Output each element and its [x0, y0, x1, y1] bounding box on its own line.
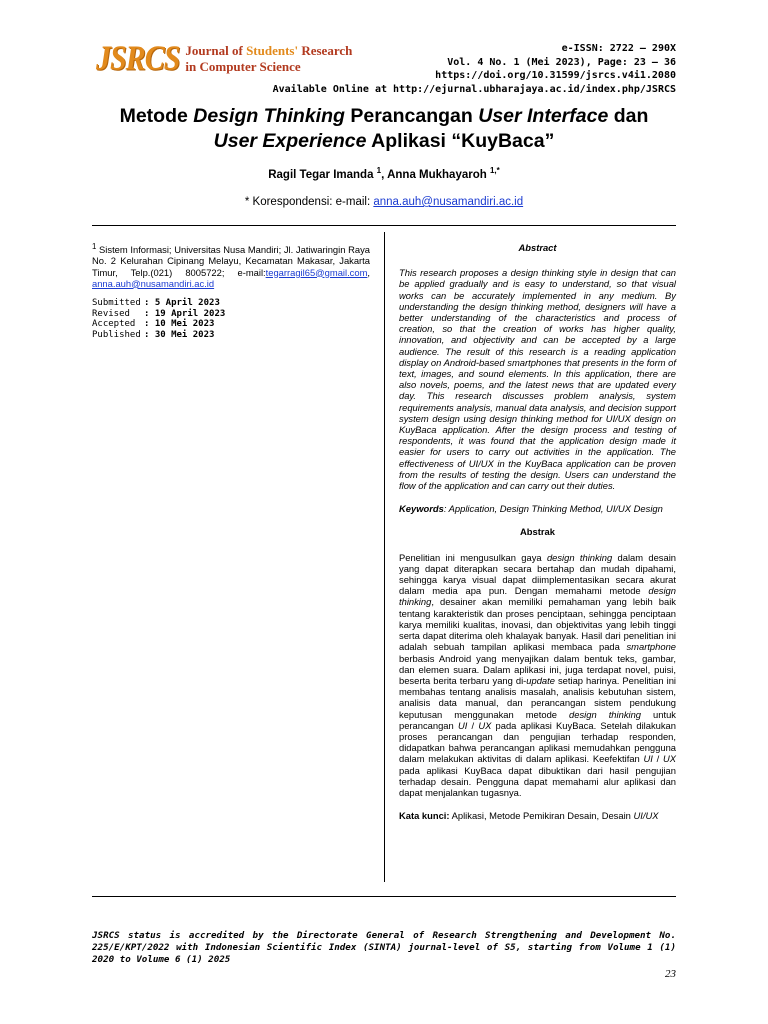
correspondence-email-link[interactable]: anna.auh@nusamandiri.ac.id [373, 196, 524, 208]
title-part: Perancangan [344, 105, 479, 127]
date-value: : 19 April 2023 [144, 308, 226, 319]
affiliation-email-2-link[interactable]: anna.auh@nusamandiri.ac.id [92, 277, 215, 289]
affiliation-email-1-link[interactable]: tegarragil65@gmail.com [265, 266, 368, 278]
abstrak-heading: Abstrak [520, 526, 555, 538]
abstrak-seg-italic: UI [457, 719, 468, 731]
date-value: : 5 April 2023 [144, 298, 220, 308]
abstrak-seg: pada aplikasi KuyBaca dapat dibuktikan dari hasil pengujian terhadap desain. Pengguna dapat memahami alur aplikasi dan dapat menjalankan tugasnya. [399, 764, 676, 798]
abstrak-seg-italic: design thinking [569, 708, 642, 720]
abstrak-seg-italic: UX [662, 753, 676, 765]
page-number: 23 [665, 968, 676, 980]
article-dates [92, 298, 225, 341]
journal-meta [273, 42, 676, 96]
date-row-submitted [92, 298, 225, 309]
author-2-affil: 1,* [489, 166, 500, 175]
abstrak-seg-italic: design thinking [399, 585, 676, 608]
date-label: Accepted [92, 319, 136, 330]
date-row-published [92, 330, 225, 341]
eissn: e-ISSN: 2722 – 290X [561, 43, 676, 54]
abstract-heading: Abstract [518, 242, 557, 253]
kata-kunci [399, 810, 676, 821]
top-divider [92, 225, 676, 226]
date-label: Submitted [92, 298, 141, 308]
kata-kunci-text: Aplikasi, Metode Pemikiran Desain, Desain [449, 810, 634, 822]
abstrak-seg-italic: smartphone [626, 641, 676, 653]
keywords-label: Keywords [399, 503, 444, 515]
correspondence [60, 196, 708, 208]
bottom-divider [92, 896, 676, 897]
date-row-accepted [92, 319, 225, 330]
logo-line-1-a: Journal of [185, 43, 247, 58]
abstrak-seg: dalam desain yang dapat diterapkan secara bertahap dan mudah dipahami, sehingga karya visual dapat diimplementasikan secara akurat dalam media apa pun. Dengan memahami metode [399, 551, 677, 597]
affiliation-sup: 1 [92, 242, 97, 251]
logo-line-1-b: Students' [246, 43, 299, 58]
authors [60, 166, 708, 181]
abstrak-seg: / [652, 753, 663, 765]
author-2: , Anna Mukhayaroh [381, 168, 490, 181]
volume-info: Vol. 4 No. 1 (Mei 2023), Page: 23 – 36 [447, 56, 676, 68]
title-part-italic: Design Thinking [193, 105, 345, 127]
keywords [399, 503, 676, 514]
logo-mark: JSRCS [96, 39, 180, 78]
keywords-text: : Application, Design Thinking Method, UI/UX Design [443, 503, 663, 515]
abstrak-seg: setiap harinya. Penelitian ini membahas tentang analisis masalah, analisis kebutuhan sistem, analisis data manual, dan perancangan sistem pendukung keputusan menggunakan metode [399, 674, 676, 720]
date-row-revised [92, 309, 225, 320]
abstrak-seg-italic: UX [478, 719, 492, 731]
correspondence-label: * Korespondensi: e-mail: [244, 196, 374, 208]
title-part: dan [608, 105, 649, 127]
abstrak-seg-italic: UI [643, 753, 653, 765]
date-label: Revised [92, 308, 130, 319]
abstrak-seg-italic: update [526, 674, 555, 686]
date-value: : 10 Mei 2023 [144, 319, 215, 330]
title-part-italic: User Interface [478, 105, 609, 127]
logo-line-1-c: Research [298, 43, 353, 58]
abstrak-seg-italic: design thinking [546, 551, 613, 563]
date-value: : 30 Mei 2023 [144, 330, 215, 341]
logo-line-2: in Computer Science [185, 59, 301, 74]
date-label: Published [92, 330, 141, 341]
affiliation [92, 241, 370, 289]
doi-link[interactable]: https://doi.org/10.31599/jsrcs.v4i1.2080 [435, 70, 676, 81]
column-divider [384, 232, 385, 882]
kata-kunci-italic: UI/UX [633, 810, 659, 822]
author-1: Ragil Tegar Imanda [268, 168, 377, 181]
abstract-en-text: This research proposes a design thinking style in design that can be applied gradually and is easy to understand, so that visual works can be accurately implemented in any medium. By understanding the design thinking method, designers will have a better understanding of the characteristics and process of creation, so that the creation of works has higher quality, innovation, and objectivity and can be accepted by a large audience. The result of this research is a reading application display on Android-based smartphones that presents in the form of text, images, and sound elements. In this application, there are also novels, poems, and the latest news that are updated every day. This research discusses problem analysis, system requirements analysis, manual data analysis, and decision support system design using design thinking method for UI/UX design on KuyBaca application. After the design process and testing of respondents, it was found that the application design made it easier for users to carry out activities in the application. The effectiveness of UI/UX in the KuyBaca application can be proven from the results of testing the design. Users can understand the flow of the application and can carry out their duties. [399, 267, 676, 492]
title-part-italic: User Experience [213, 130, 367, 152]
title-part: Aplikasi “KuyBaca” [366, 130, 555, 152]
abstrak-seg: berbasis Android yang menyajikan dalam bentuk teks, gambar, dan elemen suara. Dalam aplikasi ini, juga terdapat novel, puisi, beserta berita terbaru yang di- [399, 652, 676, 686]
accreditation-footer: JSRCS status is accredited by the Directorate General of Research Strengthening and Development No. 225/E/KPT/2022 with Indonesian Scientific Index (SINTA) journal-level of S5, starting from Volume 1 (1) 2020 to Volume 6 (1) 2025 [92, 930, 676, 965]
abstrak-text [399, 552, 676, 798]
available-online[interactable]: Available Online at http://ejurnal.ubharajaya.ac.id/index.php/JSRCS [272, 83, 676, 95]
affiliation-sep: , [367, 266, 370, 278]
abstrak-seg: , desainer akan memiliki pemahaman yang lebih baik tentang karakteristik dan proses penciptaan, sehingga penciptaan karya memiliki kualitas, inovasi, dan objektivitas yang lebih tinggi serta dapat diterima oleh khalayak banyak. Hasil dari penelitian ini adalah sebuah tampilan aplikasi membaca pada [399, 596, 676, 653]
affiliation-text: Sistem Informasi; Universitas Nusa Mandiri; Jl. Jatiwaringin Raya No. 2 Kelurahan Cipinang Melayu, Kecamatan Makasar, Jakarta Timur, Telp.(021) 8005722; e-mail: [92, 244, 370, 278]
abstrak-seg: / [467, 719, 479, 731]
abstrak-seg: untuk perancangan [399, 708, 676, 731]
abstrak-seg: pada aplikasi KuyBaca. Setelah dilakukan proses perancangan dan pengujian terhadap responden, didapatkan bahwa perancangan aplikasi memudahkan pengguna dalam melakukan aktivitas di dalam aplikasi. Keefektifan [399, 719, 676, 765]
abstrak-seg: Penelitian ini mengusulkan gaya [399, 551, 547, 563]
abstract-column [399, 242, 676, 821]
paper-title [60, 104, 708, 154]
author-1-affil: 1 [376, 166, 382, 175]
kata-kunci-label: Kata kunci: [399, 810, 450, 822]
title-part: Metode [119, 105, 194, 127]
